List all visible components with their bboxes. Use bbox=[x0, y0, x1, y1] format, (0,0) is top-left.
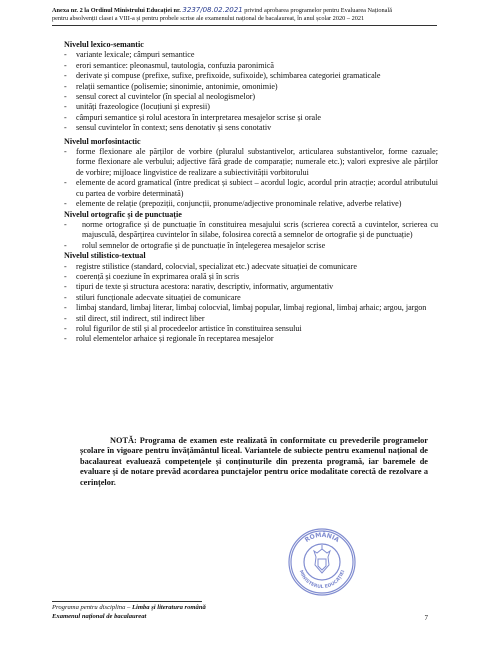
section-title: Nivelul stilistico-textual bbox=[64, 251, 146, 261]
list-item: - rolul elementelor arhaice și regionale în receptarea mesajelor bbox=[58, 334, 438, 344]
section-orthographic bbox=[58, 210, 438, 252]
header-annex-ref: Anexa nr. 2 la Ordinul Ministrului Educației nr. bbox=[52, 7, 181, 14]
exam-note: NOTĂ: Programa de examen este realizată în conformitate cu prevederile programelor școlare în vigoare pentru învățământul liceal. Variantele de subiecte pentru examenul național de bacalaureat evaluează competențele și conținuturile din prezenta programă, iar baremele de evaluare și de notare prevăd acordarea punctajelor pentru orice modalitate corectă de rezolvare a cerințelor. bbox=[80, 436, 428, 487]
seal-inner-text: MINISTERUL EDUCAȚIEI bbox=[297, 569, 347, 591]
header-annex-subject: privind aprobarea programelor pentru Evaluarea Națională bbox=[244, 7, 392, 14]
list-item: - rolul semnelor de ortografie și de punctuație în înțelegerea mesajelor scrise bbox=[58, 241, 438, 251]
section-lexico-semantic bbox=[58, 40, 438, 134]
footer-exam-name: Examenul național de bacalaureat bbox=[52, 612, 147, 620]
program-content bbox=[58, 40, 438, 345]
list-item: - derivate și compuse (prefixe, sufixe, prefixoide, sufixoide), schimbarea categoriei gramaticale bbox=[58, 71, 438, 81]
list-item: - registre stilistice (standard, colocvial, specializat etc.) adecvate situației de comunicare bbox=[58, 262, 438, 272]
section-title: Nivelul lexico-semantic bbox=[64, 40, 144, 49]
handwritten-order-number: 3237/08.02.2021 bbox=[182, 6, 243, 14]
list-item: - câmpuri semantice și rolul acestora în interpretarea mesajelor scrise și orale bbox=[58, 113, 438, 123]
footer-program-label: Programa pentru disciplina – bbox=[52, 604, 132, 611]
list-item: - elemente de relație (prepoziții, conjuncții, pronume/adjective pronominale relative, adverbe relative) bbox=[58, 199, 438, 209]
header-line-2: pentru absolvenții clasei a VIII-a și pentru probele scrise ale examenului național de bacalaureat, în anul școlar 2020 – 2021 bbox=[52, 15, 365, 23]
list-item: - coerență și coeziune în exprimarea orală și în scris bbox=[58, 272, 438, 282]
list-item: - limbaj standard, limbaj literar, limbaj colocvial, limbaj popular, limbaj regional, limbaj arhaic; argou, jargon bbox=[58, 303, 438, 313]
page-footer bbox=[52, 604, 437, 621]
list-item: - variante lexicale; câmpuri semantice bbox=[58, 50, 438, 60]
list-item: - sensul cuvintelor în context; sens denotativ și sens conotativ bbox=[58, 123, 438, 133]
coat-of-arms-icon bbox=[314, 545, 330, 573]
list-item: - tipuri de texte și structura acestora: narativ, descriptiv, informativ, argumentativ bbox=[58, 282, 438, 292]
section-morphosyntactic bbox=[58, 137, 438, 210]
footer-subject: Limba și literatura română bbox=[131, 604, 206, 611]
list-item: - stiluri funcționale adecvate situației de comunicare bbox=[58, 293, 438, 303]
footer-divider bbox=[52, 601, 202, 602]
header-divider bbox=[52, 25, 437, 26]
header-line-1 bbox=[52, 6, 437, 15]
list-item: - unități frazeologice (locuțiuni și expresii) bbox=[58, 102, 438, 112]
section-stylistic-textual bbox=[58, 251, 438, 345]
section-title: Nivelul ortografic și de punctuație bbox=[64, 209, 182, 219]
list-item: - stil direct, stil indirect, stil indirect liber bbox=[58, 314, 438, 324]
list-item: - erori semantice: pleonasmul, tautologia, confuzia paronimică bbox=[58, 61, 438, 71]
ministry-seal-stamp bbox=[287, 527, 357, 597]
page-number: 7 bbox=[424, 614, 428, 622]
footer-line-1 bbox=[52, 604, 437, 613]
list-item: - norme ortografice și de punctuație în constituirea mesajului scris (scrierea corectă a cuvintelor, scrierea cu majusculă, despărțirea cuvintelor în silabe, folosirea corectă a semnelor de ortografie și de punctuație) bbox=[58, 220, 438, 241]
seal-outer-text: ROMÂNIA bbox=[303, 531, 341, 544]
page-header bbox=[52, 6, 437, 23]
list-item: - relații semantice (polisemie; sinonimie, antonimie, omonimie) bbox=[58, 82, 438, 92]
list-item: - elemente de acord gramatical (între predicat și subiect – acordul logic, acordul prin atracție; acordul atributului cu partea de vorbire determinată) bbox=[58, 178, 438, 199]
section-title: Nivelul morfosintactic bbox=[64, 136, 141, 146]
list-item: - rolul figurilor de stil și al procedeelor artistice în constituirea sensului bbox=[58, 324, 438, 334]
list-item: - forme flexionare ale părților de vorbire (pluralul substantivelor, articularea substantivelor, forme cazuale; forme flexionare ale verbului; adjective fără grade de comparație; numerale etc.); valori expresive ale părților de vorbire; mijloace lingvistice de realizare a subiectivității vorbitorului bbox=[58, 147, 438, 178]
list-item: - sensul corect al cuvintelor (în special al neologismelor) bbox=[58, 92, 438, 102]
